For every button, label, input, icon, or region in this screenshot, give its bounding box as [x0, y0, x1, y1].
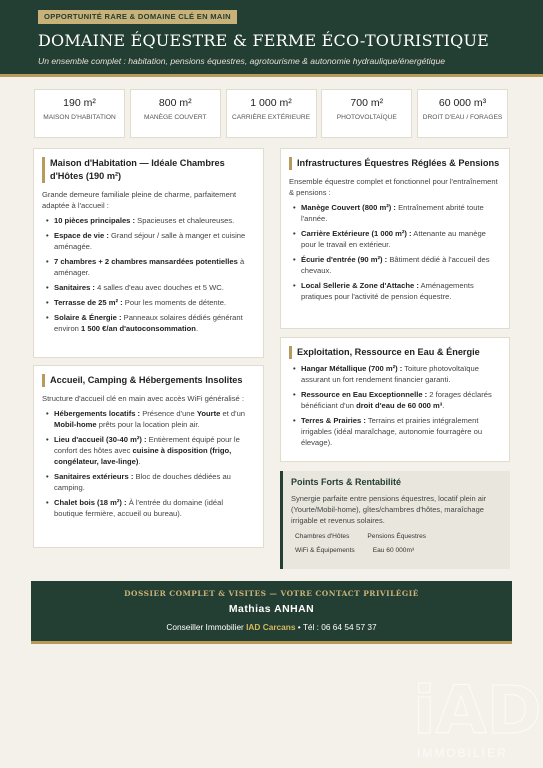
list-item: • Carrière Extérieure (1 000 m²) : Attenante au manège pour le travail en extérieur.	[293, 228, 500, 250]
feature-list	[289, 363, 500, 448]
iad-logo-watermark	[413, 672, 542, 766]
watermark-subtitle: IMMOBILIER	[417, 746, 508, 760]
card-title: Exploitation, Ressource en Eau & Énergie	[289, 346, 500, 359]
stat-manege	[130, 89, 221, 138]
header-banner	[0, 0, 543, 77]
stat-value: 700 m²	[350, 97, 384, 109]
card-title: Accueil, Camping & Hébergements Insolites	[42, 374, 254, 387]
feature-list	[42, 215, 254, 334]
card-maison	[33, 148, 264, 358]
tag-list	[291, 533, 502, 561]
list-item: • Ressource en Eau Exceptionnelle : 2 forages déclarés bénéficiant d'un droit d'eau de 60 000 m³.	[293, 389, 500, 411]
stat-label: CARRIÈRE EXTÉRIEURE	[231, 114, 311, 121]
agency-name: IAD Carcans	[246, 622, 296, 632]
card-equestre	[280, 148, 510, 329]
agent-role: Conseiller Immobilier	[166, 622, 247, 632]
list-item: • Hébergements locatifs : Présence d'une Yourte et d'un Mobil-home prêts pour la location plein air.	[46, 408, 254, 430]
page-title: DOMAINE ÉQUESTRE & FERME ÉCO-TOURISTIQUE	[38, 31, 490, 50]
points-title: Points Forts & Rentabilité	[291, 477, 402, 487]
stat-label: DROIT D'EAU / FORAGES	[422, 114, 503, 121]
card-title: Infrastructures Équestres Réglées & Pensions	[289, 157, 500, 170]
list-item: • Hangar Métallique (700 m²) : Toiture photovoltaïque assurant un fort rendement financier garanti.	[293, 363, 500, 385]
stat-droit-eau	[417, 89, 508, 138]
points-forts-box	[280, 471, 510, 569]
tag: Chambres d'Hôtes	[295, 533, 350, 540]
stat-photovoltaique	[321, 89, 412, 138]
phone-number[interactable]: • Tél : 06 64 54 57 37	[295, 622, 377, 632]
key-figures	[34, 89, 508, 138]
stat-label: MANÈGE COUVERT	[143, 114, 207, 121]
list-item: • Manège Couvert (800 m²) : Entraînement abrité toute l'année.	[293, 202, 500, 224]
list-item: • Sanitaires : 4 salles d'eau avec douches et 5 WC.	[46, 282, 254, 293]
list-item: • Terrasse de 25 m² : Pour les moments de détente.	[46, 297, 254, 308]
stat-value: 1 000 m²	[250, 97, 292, 109]
list-item: • Chalet bois (18 m²) : À l'entrée du domaine (idéal boutique fermière, accueil ou bureau).	[46, 497, 254, 519]
agent-name: Mathias ANHAN	[228, 604, 315, 615]
stat-carriere	[226, 89, 317, 138]
list-item: • Lieu d'accueil (30-40 m²) : Entièrement équipé pour le confort des hôtes avec cuisine à disposition (frigo, congélateur, lave-linge).	[46, 434, 254, 467]
list-item: • 7 chambres + 2 chambres mansardées potentielles à aménager.	[46, 256, 254, 278]
card-camping	[33, 365, 264, 548]
list-item: • Sanitaires extérieurs : Bloc de douches dédiées au camping.	[46, 471, 254, 493]
list-item: • Écurie d'entrée (90 m²) : Bâtiment dédié à l'accueil des chevaux.	[293, 254, 500, 276]
contact-line	[31, 622, 512, 632]
stat-label: PHOTOVOLTAÏQUE	[336, 114, 397, 121]
stat-maison	[34, 89, 125, 138]
card-exploitation	[280, 337, 510, 462]
opportunity-badge: OPPORTUNITÉ RARE & DOMAINE CLÉ EN MAIN	[38, 10, 237, 24]
watermark-logo: iAD	[413, 672, 542, 749]
card-intro: Ensemble équestre complet et fonctionnel pour l'entraînement & pensions :	[289, 177, 498, 197]
page-subtitle: Un ensemble complet : habitation, pensions équestres, agrotourisme & autonomie hydraulique/énergétique	[38, 56, 446, 66]
feature-list	[42, 408, 254, 519]
card-intro: Structure d'accueil clé en main avec accès WiFi généralisé :	[42, 394, 244, 403]
tag: Eau 60 000m³	[372, 547, 415, 554]
list-item: • Espace de vie : Grand séjour / salle à manger et cuisine aménagée.	[46, 230, 254, 252]
card-intro: Grande demeure familiale pleine de charme, parfaitement adaptée à l'accueil :	[42, 190, 237, 210]
list-item: • Local Sellerie & Zone d'Attache : Aménagements pratiques pour l'activité de pension équestre.	[293, 280, 500, 302]
list-item: • Terres & Prairies : Terrains et prairies intégralement irrigables (idéal maraîchage, autonomie fourragère ou élevage).	[293, 415, 500, 448]
list-item: • 10 pièces principales : Spacieuses et chaleureuses.	[46, 215, 254, 226]
stat-label: MAISON D'HABITATION	[43, 114, 116, 121]
feature-list	[289, 202, 500, 302]
list-item: • Solaire & Énergie : Panneaux solaires dédiés générant environ 1 500 €/an d'autoconsommation.	[46, 312, 254, 334]
stat-value: 190 m²	[63, 97, 96, 109]
contact-kicker: DOSSIER COMPLET & VISITES — VOTRE CONTACT PRIVILÉGIÉ	[124, 589, 419, 598]
stat-value: 800 m²	[158, 97, 192, 109]
contact-banner	[31, 581, 512, 644]
points-text: Synergie parfaite entre pensions équestres, locatif plein air (Yourte/Mobil-home), gîtes/chambres d'hôtes, maraîchage irrigable et revenus solaires.	[291, 494, 487, 525]
tag: Pensions Équestres	[367, 533, 427, 540]
tag: WiFi & Équipements	[295, 547, 355, 554]
stat-value: 60 000 m³	[438, 97, 487, 109]
card-title: Maison d'Habitation — Idéale Chambres d'Hôtes (190 m²)	[42, 157, 254, 183]
